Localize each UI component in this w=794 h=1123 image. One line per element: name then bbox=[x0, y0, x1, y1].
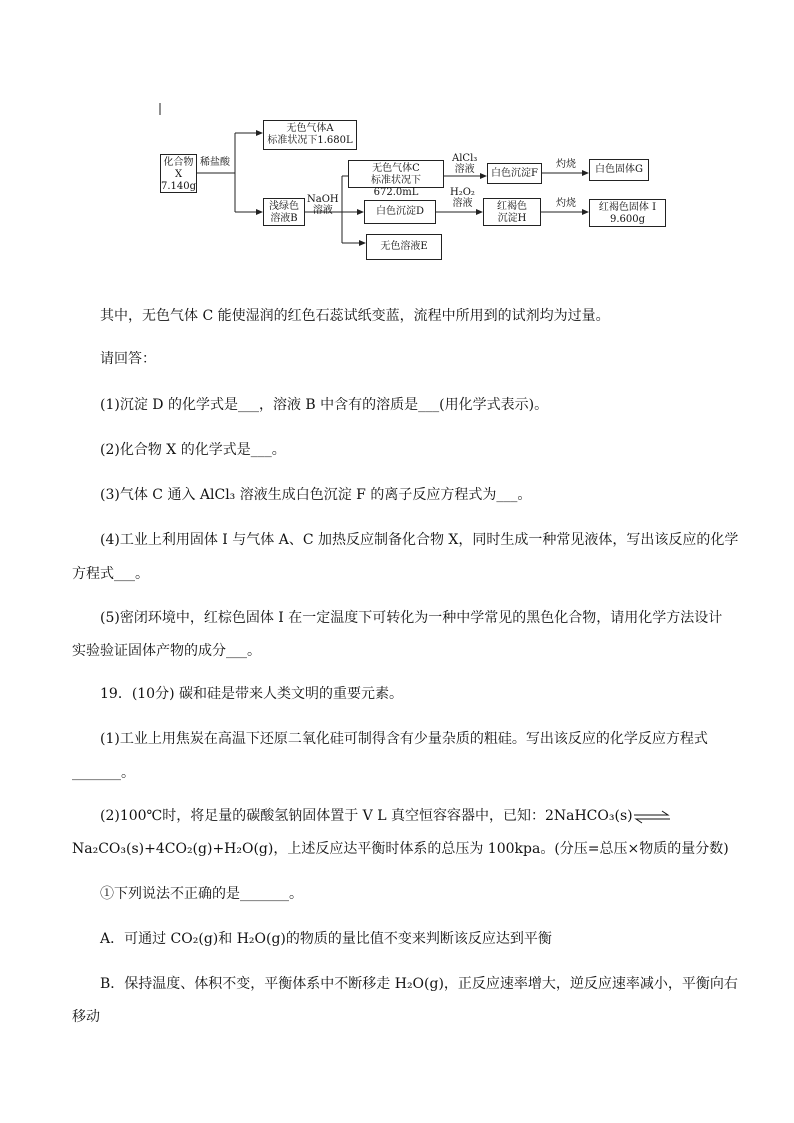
question-5-line-1: (5)密闭环境中，红棕色固体 I 在一定温度下可转化为一种中学常见的黑色化合物，请用化学方法设计 bbox=[100, 610, 723, 626]
option-b-line-2: 移动 bbox=[72, 1009, 100, 1025]
precipitate-d-box bbox=[364, 200, 436, 224]
gas-c-volume: 标准状况下672.0mL bbox=[371, 175, 421, 198]
section-19-q1-line-2: _______。 bbox=[72, 765, 135, 781]
burn-label-2: 灼烧 bbox=[556, 198, 576, 209]
reagent-naoh-formula: NaOH bbox=[307, 194, 339, 205]
solution-e-box bbox=[366, 234, 442, 260]
reagent-hcl-label: 稀盐酸 bbox=[200, 157, 230, 168]
question-3: (3)气体 C 通入 AlCl₃ 溶液生成白色沉淀 F 的离子反应方程式为___。 bbox=[100, 487, 532, 503]
option-b-line-1: B．保持温度、体积不变，平衡体系中不断移走 H₂O(g)，正反应速率增大，逆反应速率减小，平衡向右 bbox=[100, 976, 738, 992]
gas-c-name: 无色气体C bbox=[372, 163, 420, 174]
compound-x-box bbox=[160, 154, 197, 193]
precipitate-h-name: 沉淀H bbox=[497, 213, 527, 224]
solid-i-name: 红褐色固体 I bbox=[598, 202, 657, 213]
reagent-h2o2-formula: H₂O₂ bbox=[450, 187, 475, 198]
question-1: (1)沉淀 D 的化学式是___，溶液 B 中含有的溶质是___(用化学式表示)。 bbox=[100, 397, 549, 413]
section-19-q2-line-2: Na₂CO₃(s)+4CO₂(g)+H₂O(g)，上述反应达平衡时体系的总压为 100kpa。(分压=总压×物质的量分数) bbox=[72, 841, 729, 857]
solid-g-name: 白色固体G bbox=[595, 164, 643, 175]
section-19-q2-line-1: (2)100℃时，将足量的碳酸氢钠固体置于 V L 真空恒容容器中，已知：2NaHCO₃(s) bbox=[100, 808, 633, 824]
precipitate-d-name: 白色沉淀D bbox=[375, 206, 425, 217]
section-19-heading: 19．(10分) 碳和硅是带来人类文明的重要元素。 bbox=[100, 686, 404, 702]
solution-b-box bbox=[263, 198, 305, 226]
option-a: A．可通过 CO₂(g)和 H₂O(g)的物质的量比值不变来判断该反应达到平衡 bbox=[100, 931, 552, 947]
compound-x-mass: 7.140g bbox=[161, 181, 197, 192]
solid-g-box bbox=[589, 159, 649, 181]
question-4-line-1: (4)工业上利用固体 I 与气体 A、C 加热反应制备化合物 X，同时生成一种常见液体，写出该反应的化学 bbox=[100, 532, 739, 548]
burn-label-1: 灼烧 bbox=[556, 159, 576, 170]
section-19-q1-line-1: (1)工业上用焦炭在高温下还原二氧化硅可制得含有少量杂质的粗硅。写出该反应的化学反应方程式 bbox=[100, 731, 708, 747]
solid-i-box bbox=[589, 199, 666, 227]
solution-b-name: 溶液B bbox=[270, 213, 298, 224]
equilibrium-arrow bbox=[632, 810, 672, 824]
reagent-alcl3-formula: AlCl₃ bbox=[452, 153, 478, 164]
precipitate-h-color: 红褐色 bbox=[497, 201, 527, 212]
compound-x-label: 化合物 bbox=[163, 157, 194, 168]
reagent-alcl3-state: 溶液 bbox=[454, 164, 475, 175]
gas-a-name: 无色气体A bbox=[286, 123, 334, 134]
intro-paragraph: 其中，无色气体 C 能使湿润的红色石蕊试纸变蓝，流程中所用到的试剂均为过量。 bbox=[100, 308, 610, 324]
compound-x-name: X bbox=[174, 169, 183, 180]
reagent-naoh-label bbox=[307, 194, 339, 216]
solution-b-color: 浅绿色 bbox=[269, 201, 299, 212]
please-answer: 请回答： bbox=[100, 351, 156, 367]
question-4-line-2: 方程式___。 bbox=[72, 566, 149, 582]
reaction-flowchart bbox=[150, 95, 710, 270]
reagent-h2o2-state: 溶液 bbox=[452, 198, 473, 209]
section-19-q2-subquestion: ①下列说法不正确的是_______。 bbox=[100, 886, 303, 902]
precipitate-f-name: 白色沉淀F bbox=[491, 168, 538, 179]
gas-a-volume: 标准状况下1.680L bbox=[267, 135, 353, 146]
precipitate-f-box bbox=[487, 163, 542, 184]
question-2: (2)化合物 X 的化学式是___。 bbox=[100, 442, 286, 458]
solution-e-name: 无色溶液E bbox=[380, 241, 428, 252]
gas-a-box bbox=[263, 120, 357, 150]
reagent-h2o2-label bbox=[450, 187, 475, 209]
precipitate-h-box bbox=[483, 198, 541, 226]
solid-i-mass: 9.600g bbox=[609, 214, 646, 225]
reagent-naoh-state: 溶液 bbox=[312, 205, 333, 216]
gas-c-box bbox=[348, 160, 444, 198]
question-5-line-2: 实验验证固体产物的成分___。 bbox=[72, 643, 261, 659]
reagent-alcl3-label bbox=[452, 153, 477, 175]
